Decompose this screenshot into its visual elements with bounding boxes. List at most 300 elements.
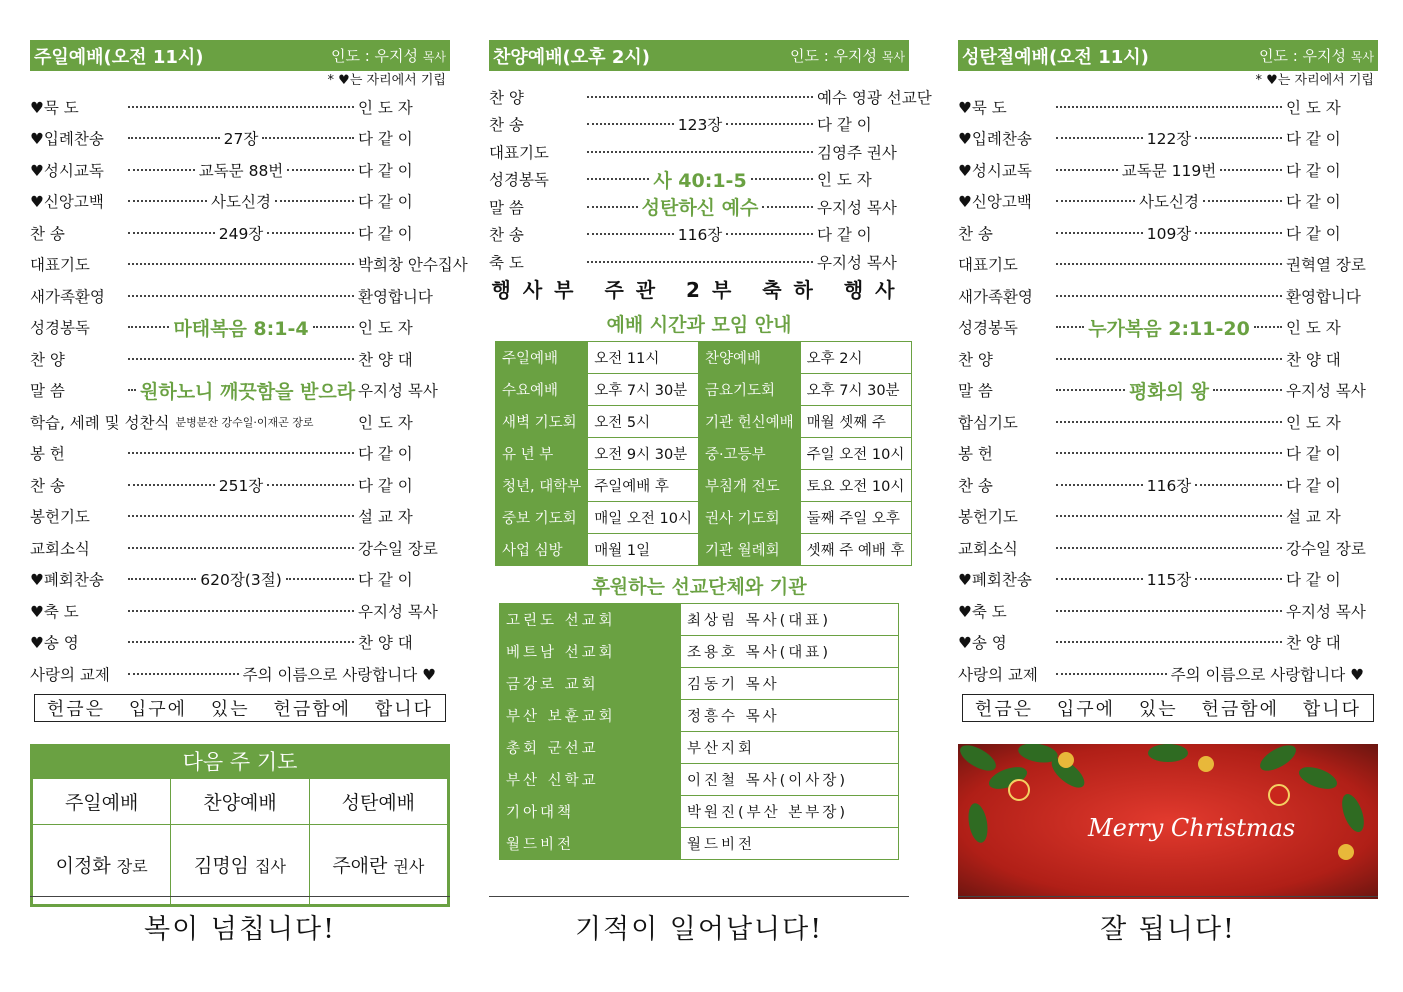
offering-notice-christmas xyxy=(962,694,1374,722)
christmas-row xyxy=(958,406,1378,438)
sunday-row xyxy=(30,280,450,312)
christmas-item-detail xyxy=(1052,421,1286,423)
sunday-item-person: 우지성 목사 xyxy=(358,602,438,621)
sunday-item-person: 다 같 이 xyxy=(358,161,413,180)
sunday-row xyxy=(30,91,450,123)
sunday-item-value: 원하노니 깨끗함을 받으라 xyxy=(140,380,356,403)
schedule-label: 새벽 기도회 xyxy=(496,405,588,437)
mission-table xyxy=(499,603,899,860)
schedule-time: 매일 오전 10시 xyxy=(588,501,699,533)
sunday-item-detail xyxy=(124,663,436,685)
sunday-row xyxy=(30,658,450,690)
mission-contact: 김동기 목사 xyxy=(681,667,899,699)
mission-contact: 월드비전 xyxy=(681,827,899,859)
christmas-row xyxy=(958,438,1378,470)
sunday-item-label: 찬 양 xyxy=(30,350,65,369)
christmas-item-detail xyxy=(1052,547,1286,549)
christmas-item-detail xyxy=(1052,663,1364,685)
sunday-service-column xyxy=(30,40,468,907)
sunday-item-value: 27장 xyxy=(223,130,259,149)
sunday-item-person: 다 같 이 xyxy=(358,476,413,495)
christmas-row xyxy=(958,91,1378,123)
praise-item-label: 성경봉독 xyxy=(489,171,549,190)
sunday-item-person: 강수일 장로 xyxy=(358,539,438,558)
sunday-row xyxy=(30,501,450,533)
offering-word: 헌금함에 xyxy=(1201,698,1280,720)
schedule-table xyxy=(495,341,912,566)
prayer-head-christmas: 성탄예배 xyxy=(309,778,447,824)
sunday-row xyxy=(30,154,450,186)
christmas-item-person: 설 교 자 xyxy=(1286,508,1341,527)
schedule-label: 권사 기도회 xyxy=(698,501,800,533)
christmas-item-label: 새가족환영 xyxy=(958,287,1033,306)
sunday-order-list xyxy=(30,91,468,690)
mission-org: 부산 신학교 xyxy=(500,763,681,795)
sunday-item-label: ♥폐회찬송 xyxy=(30,571,104,590)
sunday-item-detail xyxy=(124,159,358,181)
praise-item-detail xyxy=(583,223,817,245)
christmas-item-detail xyxy=(1052,452,1286,454)
christmas-item-detail xyxy=(1052,358,1286,360)
christmas-item-person: 다 같 이 xyxy=(1286,130,1341,149)
offering-word: 입구에 xyxy=(1056,698,1116,720)
praise-item-value: 123장 xyxy=(677,116,723,135)
sunday-item-person: 인 도 자 xyxy=(358,413,413,432)
praise-row xyxy=(489,83,932,111)
sunday-item-label: 학습, 세례 및 성찬식 xyxy=(30,413,170,432)
praise-item-value: 성탄하신 예수 xyxy=(641,197,759,220)
christmas-item-label: 찬 송 xyxy=(958,476,993,495)
sunday-item-label: 봉헌기도 xyxy=(30,508,90,527)
mission-row xyxy=(500,667,899,699)
sunday-item-person: 인 도 자 xyxy=(358,319,413,338)
prayer-person-1: 이정화 장로 xyxy=(33,824,171,904)
christmas-item-person: 다 같 이 xyxy=(1286,224,1341,243)
sunday-row xyxy=(30,249,468,281)
christmas-item-detail xyxy=(1052,474,1286,496)
christmas-item-detail xyxy=(1052,222,1286,244)
sunday-item-detail xyxy=(124,610,358,612)
praise-item-detail xyxy=(583,261,817,263)
christmas-row xyxy=(958,186,1378,218)
praise-item-label: 축 도 xyxy=(489,253,524,272)
schedule-time: 매월 1일 xyxy=(588,533,699,565)
standing-note-christmas: * ♥는 자리에서 기립 xyxy=(1255,73,1374,88)
sunday-item-detail xyxy=(124,222,358,244)
schedule-time: 매월 셋째 주 xyxy=(800,405,911,437)
sunday-row xyxy=(30,564,450,596)
christmas-item-value: 115장 xyxy=(1146,571,1192,590)
praise-row xyxy=(489,221,909,249)
christmas-item-label: 찬 송 xyxy=(958,224,993,243)
christmas-row xyxy=(958,595,1378,627)
christmas-row xyxy=(958,532,1378,564)
mission-row xyxy=(500,635,899,667)
christmas-row xyxy=(958,312,1378,344)
christmas-item-detail xyxy=(1052,568,1286,590)
sunday-item-detail xyxy=(124,190,358,212)
christmas-item-person: 우지성 목사 xyxy=(1286,602,1366,621)
prayer-title: 다음 주 기도 xyxy=(32,746,448,778)
sunday-item-detail xyxy=(124,314,358,341)
praise-item-value: 사 40:1-5 xyxy=(653,169,747,192)
schedule-label: 기관 월례회 xyxy=(698,533,800,565)
praise-item-label: 대표기도 xyxy=(489,143,549,162)
christmas-item-person: 다 같 이 xyxy=(1286,193,1341,212)
merry-christmas-text: Merry Christmas xyxy=(1088,813,1296,842)
sunday-item-label: 찬 송 xyxy=(30,476,65,495)
sunday-row xyxy=(30,312,450,344)
praise-row xyxy=(489,166,909,194)
sunday-item-value: 249장 xyxy=(218,224,264,243)
christmas-item-label: 성경봉독 xyxy=(958,319,1018,338)
christmas-item-detail xyxy=(1052,641,1286,643)
sunday-item-label: 사랑의 교제 xyxy=(30,665,110,684)
christmas-item-label: ♥폐회찬송 xyxy=(958,571,1032,590)
prayer-head-praise: 찬양예배 xyxy=(171,778,309,824)
christmas-row xyxy=(958,123,1378,155)
sunday-item-detail xyxy=(124,377,358,404)
sunday-item-person: 찬 양 대 xyxy=(358,634,413,653)
sunday-item-person: 다 같 이 xyxy=(358,224,413,243)
praise-service-column xyxy=(489,40,932,860)
sunday-item-person: 다 같 이 xyxy=(358,193,413,212)
sunday-row xyxy=(30,123,450,155)
sunday-item-label: 찬 송 xyxy=(30,224,65,243)
schedule-label: 유 년 부 xyxy=(496,437,588,469)
sunday-row xyxy=(30,438,450,470)
praise-item-detail xyxy=(583,113,817,135)
praise-item-person: 김영주 권사 xyxy=(817,143,897,162)
sunday-item-value: 교독문 88번 xyxy=(198,161,284,180)
praise-row xyxy=(489,248,909,276)
schedule-row xyxy=(496,437,912,469)
christmas-row xyxy=(958,627,1378,659)
sunday-service-title: 주일예배(오전 11시) xyxy=(34,46,204,68)
sunday-item-detail xyxy=(124,474,358,496)
praise-item-label: 찬 송 xyxy=(489,116,524,135)
mission-org: 고린도 선교회 xyxy=(500,603,681,635)
schedule-time: 오전 5시 xyxy=(588,405,699,437)
sunday-item-value: 620장(3절) xyxy=(200,571,282,590)
christmas-image xyxy=(958,744,1378,899)
sunday-item-label: ♥송 영 xyxy=(30,634,79,653)
schedule-title: 예배 시간과 모임 안내 xyxy=(606,313,792,336)
christmas-item-label: ♥묵 도 xyxy=(958,98,1007,117)
sunday-item-value: 주의 이름으로 사랑합니다 ♥ xyxy=(242,665,436,684)
sunday-row xyxy=(30,469,450,501)
schedule-label: 청년, 대학부 xyxy=(496,469,588,501)
offering-word: 있는 xyxy=(1138,698,1178,720)
sunday-item-detail xyxy=(124,568,358,590)
christmas-item-value: 평화의 왕 xyxy=(1128,380,1210,403)
sunday-item-label: ♥입례찬송 xyxy=(30,130,104,149)
christmas-service-leader: 인도 : 우지성 목사 xyxy=(1258,47,1374,65)
schedule-label: 수요예배 xyxy=(496,373,588,405)
offering-notice xyxy=(34,694,446,722)
christmas-item-value: 주의 이름으로 사랑합니다 ♥ xyxy=(1170,665,1364,684)
christmas-item-detail xyxy=(1052,159,1286,181)
christmas-service-column xyxy=(958,40,1378,899)
schedule-label: 사업 심방 xyxy=(496,533,588,565)
praise-item-detail xyxy=(583,96,817,98)
praise-item-person: 인 도 자 xyxy=(817,171,872,190)
mission-org: 금강로 교회 xyxy=(500,667,681,699)
schedule-row xyxy=(496,501,912,533)
sunday-item-label: 새가족환영 xyxy=(30,287,105,306)
christmas-item-person: 강수일 장로 xyxy=(1286,539,1366,558)
christmas-item-detail xyxy=(1052,377,1286,404)
christmas-item-person: 권혁열 장로 xyxy=(1286,256,1366,275)
sunday-item-detail xyxy=(124,452,358,454)
prayer-head-sunday: 주일예배 xyxy=(33,778,171,824)
praise-item-detail xyxy=(583,193,817,220)
schedule-row xyxy=(496,533,912,565)
sunday-item-person: 설 교 자 xyxy=(358,508,413,527)
christmas-item-person: 환영합니다 xyxy=(1286,287,1361,306)
mission-row xyxy=(500,763,899,795)
christmas-item-value: 교독문 119번 xyxy=(1121,161,1217,180)
schedule-time: 오후 7시 30분 xyxy=(800,373,911,405)
sunday-item-person: 박희창 안수집사 xyxy=(358,256,468,275)
praise-item-person: 다 같 이 xyxy=(817,116,872,135)
christmas-item-detail xyxy=(1052,610,1286,612)
mission-contact: 박원진(부산 본부장) xyxy=(681,795,899,827)
praise-service-header xyxy=(489,40,909,71)
christmas-row xyxy=(958,249,1378,281)
christmas-service-title: 성탄절예배(오전 11시) xyxy=(962,46,1149,68)
schedule-row xyxy=(496,341,912,373)
sunday-item-detail xyxy=(124,641,358,643)
mission-contact: 조용호 목사(대표) xyxy=(681,635,899,667)
schedule-time: 오전 9시 30분 xyxy=(588,437,699,469)
schedule-label: 기관 헌신예배 xyxy=(698,405,800,437)
christmas-row xyxy=(958,375,1378,407)
praise-item-person: 다 같 이 xyxy=(817,226,872,245)
offering-word: 합니다 xyxy=(1302,698,1362,720)
praise-item-value: 116장 xyxy=(677,226,723,245)
sunday-service-header xyxy=(30,40,450,71)
sunday-item-person: 다 같 이 xyxy=(358,571,413,590)
schedule-time: 셋째 주 예배 후 xyxy=(800,533,911,565)
sunday-item-value: 마태복음 8:1-4 xyxy=(173,317,309,340)
praise-item-detail xyxy=(583,166,817,193)
schedule-time: 오후 2시 xyxy=(800,341,911,373)
sunday-item-detail xyxy=(124,106,358,108)
prayer-person-3: 주애란 권사 xyxy=(309,824,447,904)
offering-word: 헌금은 xyxy=(974,698,1034,720)
sunday-item-label: ♥성시교독 xyxy=(30,161,104,180)
sunday-row xyxy=(30,375,450,407)
mission-org: 기아대책 xyxy=(500,795,681,827)
mission-org: 베트남 선교회 xyxy=(500,635,681,667)
christmas-item-person: 찬 양 대 xyxy=(1286,634,1341,653)
sunday-row xyxy=(30,217,450,249)
sunday-row xyxy=(30,627,450,659)
mission-row xyxy=(500,699,899,731)
sunday-row xyxy=(30,343,450,375)
praise-row xyxy=(489,138,909,166)
christmas-service-header xyxy=(958,40,1378,71)
christmas-item-label: 봉헌기도 xyxy=(958,508,1018,527)
praise-item-label: 말 씀 xyxy=(489,198,524,217)
christmas-item-detail xyxy=(1052,263,1286,265)
sunday-item-label: 말 씀 xyxy=(30,382,65,401)
sunday-item-person: 다 같 이 xyxy=(358,130,413,149)
christmas-item-person: 인 도 자 xyxy=(1286,319,1341,338)
schedule-time: 오후 7시 30분 xyxy=(588,373,699,405)
christmas-item-detail xyxy=(1052,190,1286,212)
sunday-item-detail xyxy=(124,547,358,549)
sunday-item-person: 환영합니다 xyxy=(358,287,433,306)
mission-row xyxy=(500,827,899,859)
sunday-item-detail xyxy=(124,515,358,517)
sunday-item-person: 찬 양 대 xyxy=(358,350,413,369)
christmas-item-person: 인 도 자 xyxy=(1286,413,1341,432)
christmas-item-label: 교회소식 xyxy=(958,539,1018,558)
christmas-item-value: 116장 xyxy=(1146,476,1192,495)
praise-item-label: 찬 송 xyxy=(489,226,524,245)
christmas-row xyxy=(958,343,1378,375)
christmas-item-label: ♥송 영 xyxy=(958,634,1007,653)
sunday-item-label: 교회소식 xyxy=(30,539,90,558)
praise-row xyxy=(489,193,909,221)
christmas-item-detail xyxy=(1052,127,1286,149)
christmas-item-person: 다 같 이 xyxy=(1286,161,1341,180)
christmas-item-value: 누가복음 2:11-20 xyxy=(1088,317,1250,340)
sunday-row xyxy=(30,186,450,218)
praise-service-title: 찬양예배(오후 2시) xyxy=(493,46,650,68)
mission-org: 월드비전 xyxy=(500,827,681,859)
praise-item-detail xyxy=(583,151,817,153)
christmas-item-label: ♥성시교독 xyxy=(958,161,1032,180)
schedule-time: 주일예배 후 xyxy=(588,469,699,501)
closing-blessing: 복이 넘칩니다! xyxy=(30,896,450,946)
christmas-item-value: 122장 xyxy=(1146,130,1192,149)
sunday-item-value: 251장 xyxy=(218,476,264,495)
christmas-item-label: 봉 헌 xyxy=(958,445,993,464)
sunday-service-leader: 인도 : 우지성 목사 xyxy=(330,47,446,65)
christmas-item-detail xyxy=(1052,295,1286,297)
schedule-label: 찬양예배 xyxy=(698,341,800,373)
sunday-item-detail xyxy=(124,358,358,360)
sunday-row xyxy=(30,595,450,627)
sunday-item-detail xyxy=(124,127,358,149)
praise-row xyxy=(489,111,909,139)
schedule-row xyxy=(496,373,912,405)
praise-order-list xyxy=(489,83,932,276)
christmas-row xyxy=(958,501,1378,533)
christmas-item-person: 다 같 이 xyxy=(1286,476,1341,495)
sunday-item-label: ♥묵 도 xyxy=(30,98,79,117)
christmas-item-person: 다 같 이 xyxy=(1286,445,1341,464)
praise-item-label: 찬 양 xyxy=(489,88,524,107)
christmas-item-person: 찬 양 대 xyxy=(1286,350,1341,369)
next-week-prayer xyxy=(30,744,450,907)
sunday-item-person: 인 도 자 xyxy=(358,98,413,117)
christmas-item-person: 다 같 이 xyxy=(1286,571,1341,590)
praise-item-person: 우지성 목사 xyxy=(817,198,897,217)
mission-contact: 정흥수 목사 xyxy=(681,699,899,731)
mission-contact: 최상림 목사(대표) xyxy=(681,603,899,635)
schedule-label: 중·고등부 xyxy=(698,437,800,469)
schedule-time: 토요 오전 10시 xyxy=(800,469,911,501)
christmas-item-label: 합심기도 xyxy=(958,413,1018,432)
christmas-row xyxy=(958,564,1378,596)
sunday-item-label: 대표기도 xyxy=(30,256,90,275)
offering-word: 헌금은 xyxy=(46,698,106,720)
offering-word: 헌금함에 xyxy=(273,698,352,720)
sunday-row xyxy=(30,406,450,438)
schedule-label: 부침개 전도 xyxy=(698,469,800,501)
sunday-item-detail xyxy=(176,414,359,430)
schedule-row xyxy=(496,405,912,437)
christmas-item-detail xyxy=(1052,314,1286,341)
schedule-label: 주일예배 xyxy=(496,341,588,373)
schedule-label: 중보 기도회 xyxy=(496,501,588,533)
event-line: 행사부 주관 2부 축하 행사 xyxy=(491,277,907,302)
christmas-row xyxy=(958,658,1378,690)
sunday-item-person: 우지성 목사 xyxy=(358,382,438,401)
offering-word: 합니다 xyxy=(374,698,434,720)
christmas-item-label: ♥신앙고백 xyxy=(958,193,1032,212)
mission-row xyxy=(500,795,899,827)
schedule-label: 금요기도회 xyxy=(698,373,800,405)
mission-title: 후원하는 선교단체와 기관 xyxy=(591,575,807,598)
mission-contact: 이진철 목사(이사장) xyxy=(681,763,899,795)
standing-note: * ♥는 자리에서 기립 xyxy=(327,73,446,88)
christmas-item-person: 인 도 자 xyxy=(1286,98,1341,117)
mission-contact: 부산지회 xyxy=(681,731,899,763)
sunday-item-value: 사도신경 xyxy=(211,193,271,212)
schedule-time: 둘째 주일 오후 xyxy=(800,501,911,533)
praise-item-person: 예수 영광 선교단 xyxy=(817,88,932,107)
christmas-item-label: 말 씀 xyxy=(958,382,993,401)
christmas-item-detail xyxy=(1052,106,1286,108)
christmas-order-list xyxy=(958,91,1378,690)
mission-row xyxy=(500,731,899,763)
christmas-item-value: 사도신경 xyxy=(1139,193,1199,212)
christmas-item-label: 찬 양 xyxy=(958,350,993,369)
sunday-row xyxy=(30,532,450,564)
christmas-row xyxy=(958,280,1378,312)
christmas-item-detail xyxy=(1052,515,1286,517)
sunday-item-detail xyxy=(124,295,358,297)
sunday-item-label: 성경봉독 xyxy=(30,319,90,338)
schedule-time: 주일 오전 10시 xyxy=(800,437,911,469)
christmas-item-value: 109장 xyxy=(1146,224,1192,243)
sunday-item-label: ♥신앙고백 xyxy=(30,193,104,212)
praise-service-leader: 인도 : 우지성 목사 xyxy=(789,47,905,65)
sunday-item-detail xyxy=(124,263,358,265)
sunday-item-value: 분병분잔 강수일·이재곤 장로 xyxy=(175,415,314,429)
sunday-item-label: ♥축 도 xyxy=(30,602,79,621)
sunday-item-person: 다 같 이 xyxy=(358,445,413,464)
christmas-item-label: ♥입례찬송 xyxy=(958,130,1032,149)
christmas-row xyxy=(958,217,1378,249)
mission-org: 총회 군선교 xyxy=(500,731,681,763)
christmas-item-person: 우지성 목사 xyxy=(1286,382,1366,401)
mission-row xyxy=(500,603,899,635)
mission-org: 부산 보훈교회 xyxy=(500,699,681,731)
christmas-row xyxy=(958,154,1378,186)
christmas-row xyxy=(958,469,1378,501)
prayer-person-2: 김명임 집사 xyxy=(171,824,309,904)
closing-miracle: 기적이 일어납니다! xyxy=(489,896,909,946)
christmas-item-label: ♥축 도 xyxy=(958,602,1007,621)
sunday-item-label: 봉 헌 xyxy=(30,445,65,464)
offering-word: 입구에 xyxy=(128,698,188,720)
